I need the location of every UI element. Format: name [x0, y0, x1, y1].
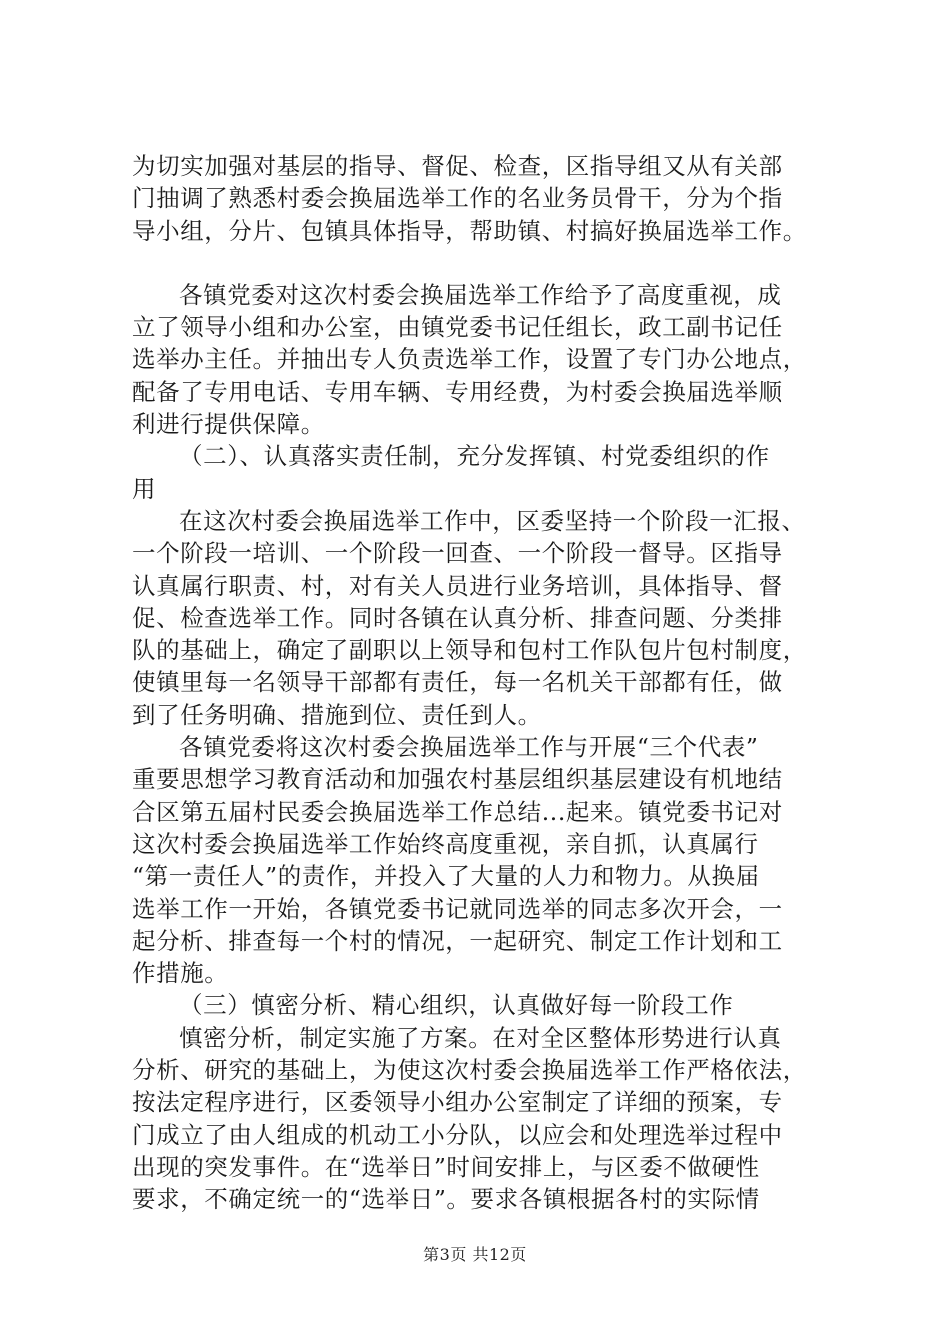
paragraph-gap — [132, 247, 842, 279]
text-line: 各镇党委将这次村委会换届选举工作与开展“三个代表” — [179, 733, 759, 762]
text-line: 一个阶段一培训、一个阶段一回查、一个阶段一督导。区指导 — [132, 539, 783, 568]
text-line: 到了任务明确、措施到位、责任到人。 — [132, 700, 542, 729]
text-line: 使镇里每一名领导干部都有责任，每一名机关干部都有任，做 — [132, 668, 783, 697]
text-line: 慎密分析，制定实施了方案。在对全区整体形势进行认真 — [179, 1023, 782, 1052]
document-body — [132, 150, 842, 1216]
text-line: 门抽调了熟悉村委会换届选举工作的名业务员骨干，分为个指 — [132, 184, 783, 213]
text-line: 队的基础上，确定了副职以上领导和包村工作队包片包村制度， — [132, 636, 807, 665]
text-line: 用 — [132, 474, 157, 503]
text-line: 分析、研究的基础上，为使这次村委会换届选举工作严格依法， — [132, 1056, 807, 1085]
page-footer: 第3页 共12页 — [423, 1245, 527, 1264]
text-line: 合区第五届村民委会换届选举工作总结...起来。镇党委书记对 — [132, 797, 783, 826]
text-line: 要求，不确定统一的“选举日”。要求各镇根据各村的实际情 — [132, 1185, 760, 1214]
text-line: 作措施。 — [132, 959, 229, 988]
text-line: 立了领导小组和办公室，由镇党委书记任组长，政工副书记任 — [132, 313, 783, 342]
text-line: 这次村委会换届选举工作始终高度重视，亲自抓，认真属行 — [132, 829, 759, 858]
text-line: 导小组，分片、包镇具体指导，帮助镇、村搞好换届选举工作。 — [132, 216, 807, 245]
text-line: 配备了专用电话、专用车辆、专用经费，为村委会换届选举顺 — [132, 377, 783, 406]
section-heading: （三）慎密分析、精心组织，认真做好每一阶段工作 — [179, 991, 734, 1020]
text-line: 选举办主任。并抽出专人负责选举工作，设置了专门办公地点， — [132, 345, 807, 374]
section-heading: （二）、认真落实责任制，充分发挥镇、村党委组织的作 — [179, 442, 770, 471]
text-line: 出现的突发事件。在“选举日”时间安排上，与区委不做硬性 — [132, 1152, 760, 1181]
text-line: 重要思想学习教育活动和加强农村基层组织基层建设有机地结 — [132, 765, 783, 794]
text-line: 按法定程序进行，区委领导小组办公室制定了详细的预案，专 — [132, 1088, 783, 1117]
text-line: 选举工作一开始，各镇党委书记就同选举的同志多次开会，一 — [132, 894, 783, 923]
text-line: 为切实加强对基层的指导、督促、检查，区指导组又从有关部 — [132, 152, 783, 180]
text-line: 各镇党委对这次村委会换届选举工作给予了高度重视，成 — [179, 280, 782, 309]
text-line: 促、检查选举工作。同时各镇在认真分析、排查问题、分类排 — [132, 603, 783, 632]
text-line: 门成立了由人组成的机动工小分队，以应会和处理选举过程中 — [132, 1120, 783, 1149]
text-line: 利进行提供保障。 — [132, 410, 325, 439]
text-line: 在这次村委会换届选举工作中，区委坚持一个阶段一汇报、 — [179, 506, 806, 535]
text-line: “第一责任人”的责作，并投入了大量的人力和物力。从换届 — [132, 862, 760, 891]
text-line: 起分析、排查每一个村的情况，一起研究、制定工作计划和工 — [132, 926, 783, 955]
text-line: 认真属行职责、村，对有关人员进行业务培训，具体指导、督 — [132, 571, 783, 600]
